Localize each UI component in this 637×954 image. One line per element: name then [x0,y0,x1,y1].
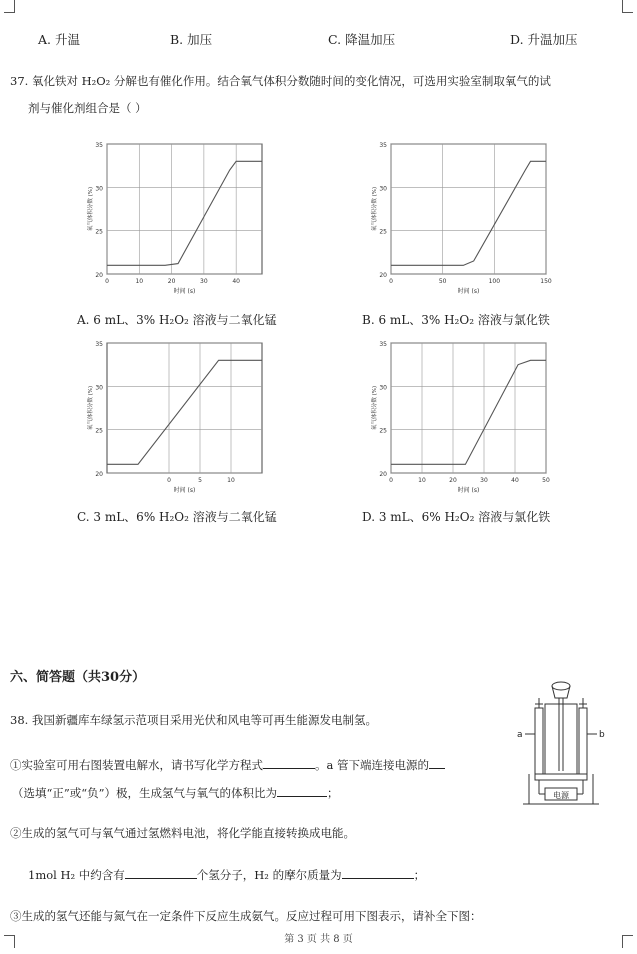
electrode-blank[interactable] [429,756,445,769]
caption-d: D. 3 mL、6% H₂O₂ 溶液与氯化铁 [362,510,551,524]
caption-a: A. 6 mL、3% H₂O₂ 溶液与二氧化锰 [77,313,277,327]
series-line [391,161,546,265]
x-tick-label: 10 [227,477,235,484]
caption-b: B. 6 mL、3% H₂O₂ 溶液与氯化铁 [362,313,550,327]
y-tick-label: 20 [95,272,103,279]
x-tick-label: 50 [438,278,447,285]
molar-mass-blank[interactable] [342,866,414,879]
ratio-blank[interactable] [277,784,327,797]
x-tick-label: 150 [540,278,552,285]
chart-b [369,138,559,303]
page-footer: 第 3 页 共 8 页 [284,934,353,945]
plot-frame [107,144,262,274]
q38-p1a: ①实验室可用右图装置电解水，请书写化学方程式 [10,758,263,772]
y-tick-label: 25 [95,228,103,236]
y-tick-label: 25 [95,427,103,435]
label-b: b [599,730,605,740]
y-tick-label: 35 [379,142,387,149]
q38-part3 [28,866,425,883]
q38-part1-line1 [10,756,445,773]
y-tick-label: 20 [379,272,387,279]
y-tick-label: 30 [379,384,387,392]
series-line [391,360,546,464]
y-axis-label: 氧气体积分数 (%) [372,385,378,431]
plot-frame [391,144,546,274]
q38-intro: 38. 我国新疆库车绿氢示范项目采用光伏和风电等可再生能源发电制氢。 [10,713,377,727]
section-title: 六、简答题（共30分） [10,670,146,685]
label-a: a [517,730,523,740]
option-b: B. 加压 [170,32,213,47]
x-tick-label: 20 [167,278,176,285]
chart-a [85,138,275,303]
x-tick-label: 0 [105,278,109,285]
q37-line2: 剂与催化剂组合是（ ） [28,101,147,115]
power-source-label: 电源 [553,791,569,800]
y-tick-label: 30 [95,384,103,392]
x-tick-label: 0 [167,477,171,484]
caption-c: C. 3 mL、6% H₂O₂ 溶液与二氧化锰 [77,510,277,524]
y-tick-label: 30 [95,185,103,193]
series-line [107,360,262,464]
q38-p1d: ； [327,786,339,800]
y-tick-label: 35 [379,341,387,348]
y-axis-label: 氧气体积分数 (%) [88,186,94,232]
x-tick-label: 30 [200,278,208,285]
q38-p3c: ； [413,868,426,882]
y-tick-label: 20 [95,471,103,478]
y-tick-label: 35 [95,142,103,149]
y-axis-label: 氧气体积分数 (%) [88,385,94,431]
option-a: A. 升温 [38,32,80,47]
x-tick-label: 10 [418,477,426,484]
q38-p1c: （选填“正”或“负”）极，生成氢气与氧气的体积比为 [12,786,278,800]
chart-d [369,337,559,502]
equation-blank[interactable] [263,756,315,769]
corner-mark [622,0,633,13]
y-tick-label: 30 [379,185,387,193]
y-tick-label: 20 [379,471,387,478]
x-axis-label: 时间 (s) [457,487,480,494]
x-tick-label: 40 [511,477,519,484]
y-tick-label: 35 [95,341,103,348]
x-tick-label: 50 [542,477,550,484]
x-tick-label: 100 [488,278,501,285]
corner-mark [4,0,15,13]
x-tick-label: 0 [389,477,393,484]
q38-part4: ③生成的氢气还能与氮气在一定条件下反应生成氨气。反应过程可用下图表示，请补全下图： [10,909,482,923]
x-axis-label: 时间 (s) [457,288,480,295]
x-tick-label: 5 [198,477,202,484]
q38-part2: ②生成的氢气可与氧气通过氢燃料电池，将化学能直接转换成电能。 [10,826,355,840]
option-d: D. 升温加压 [510,32,578,47]
q37-line1: 37. 氧化铁对 H₂O₂ 分解也有催化作用。结合氧气体积分数随时间的变化情况，可选用实验室制取氧气的试 [10,74,551,88]
option-c: C. 降温加压 [328,32,396,47]
y-tick-label: 25 [379,228,387,236]
molecule-count-blank[interactable] [125,866,197,879]
q38-p1b: 。a 管下端连接电源的 [315,758,430,772]
electrolysis-apparatus [515,676,607,812]
q38-p3b: 个氢分子，H₂ 的摩尔质量为 [196,868,342,882]
y-axis-label: 氧气体积分数 (%) [372,186,378,232]
x-tick-label: 30 [480,477,488,484]
q38-p3a: 1mol H₂ 中约含有 [28,868,125,882]
x-axis-label: 时间 (s) [173,288,196,295]
x-tick-label: 20 [449,477,457,484]
plot-frame [107,343,262,473]
series-line [107,161,262,265]
x-tick-label: 0 [389,278,393,285]
q38-part1-line2 [12,784,339,801]
x-tick-label: 10 [135,278,144,285]
chart-c [85,337,275,502]
x-tick-label: 40 [232,278,240,285]
x-axis-label: 时间 (s) [173,487,196,494]
y-tick-label: 25 [379,427,387,435]
